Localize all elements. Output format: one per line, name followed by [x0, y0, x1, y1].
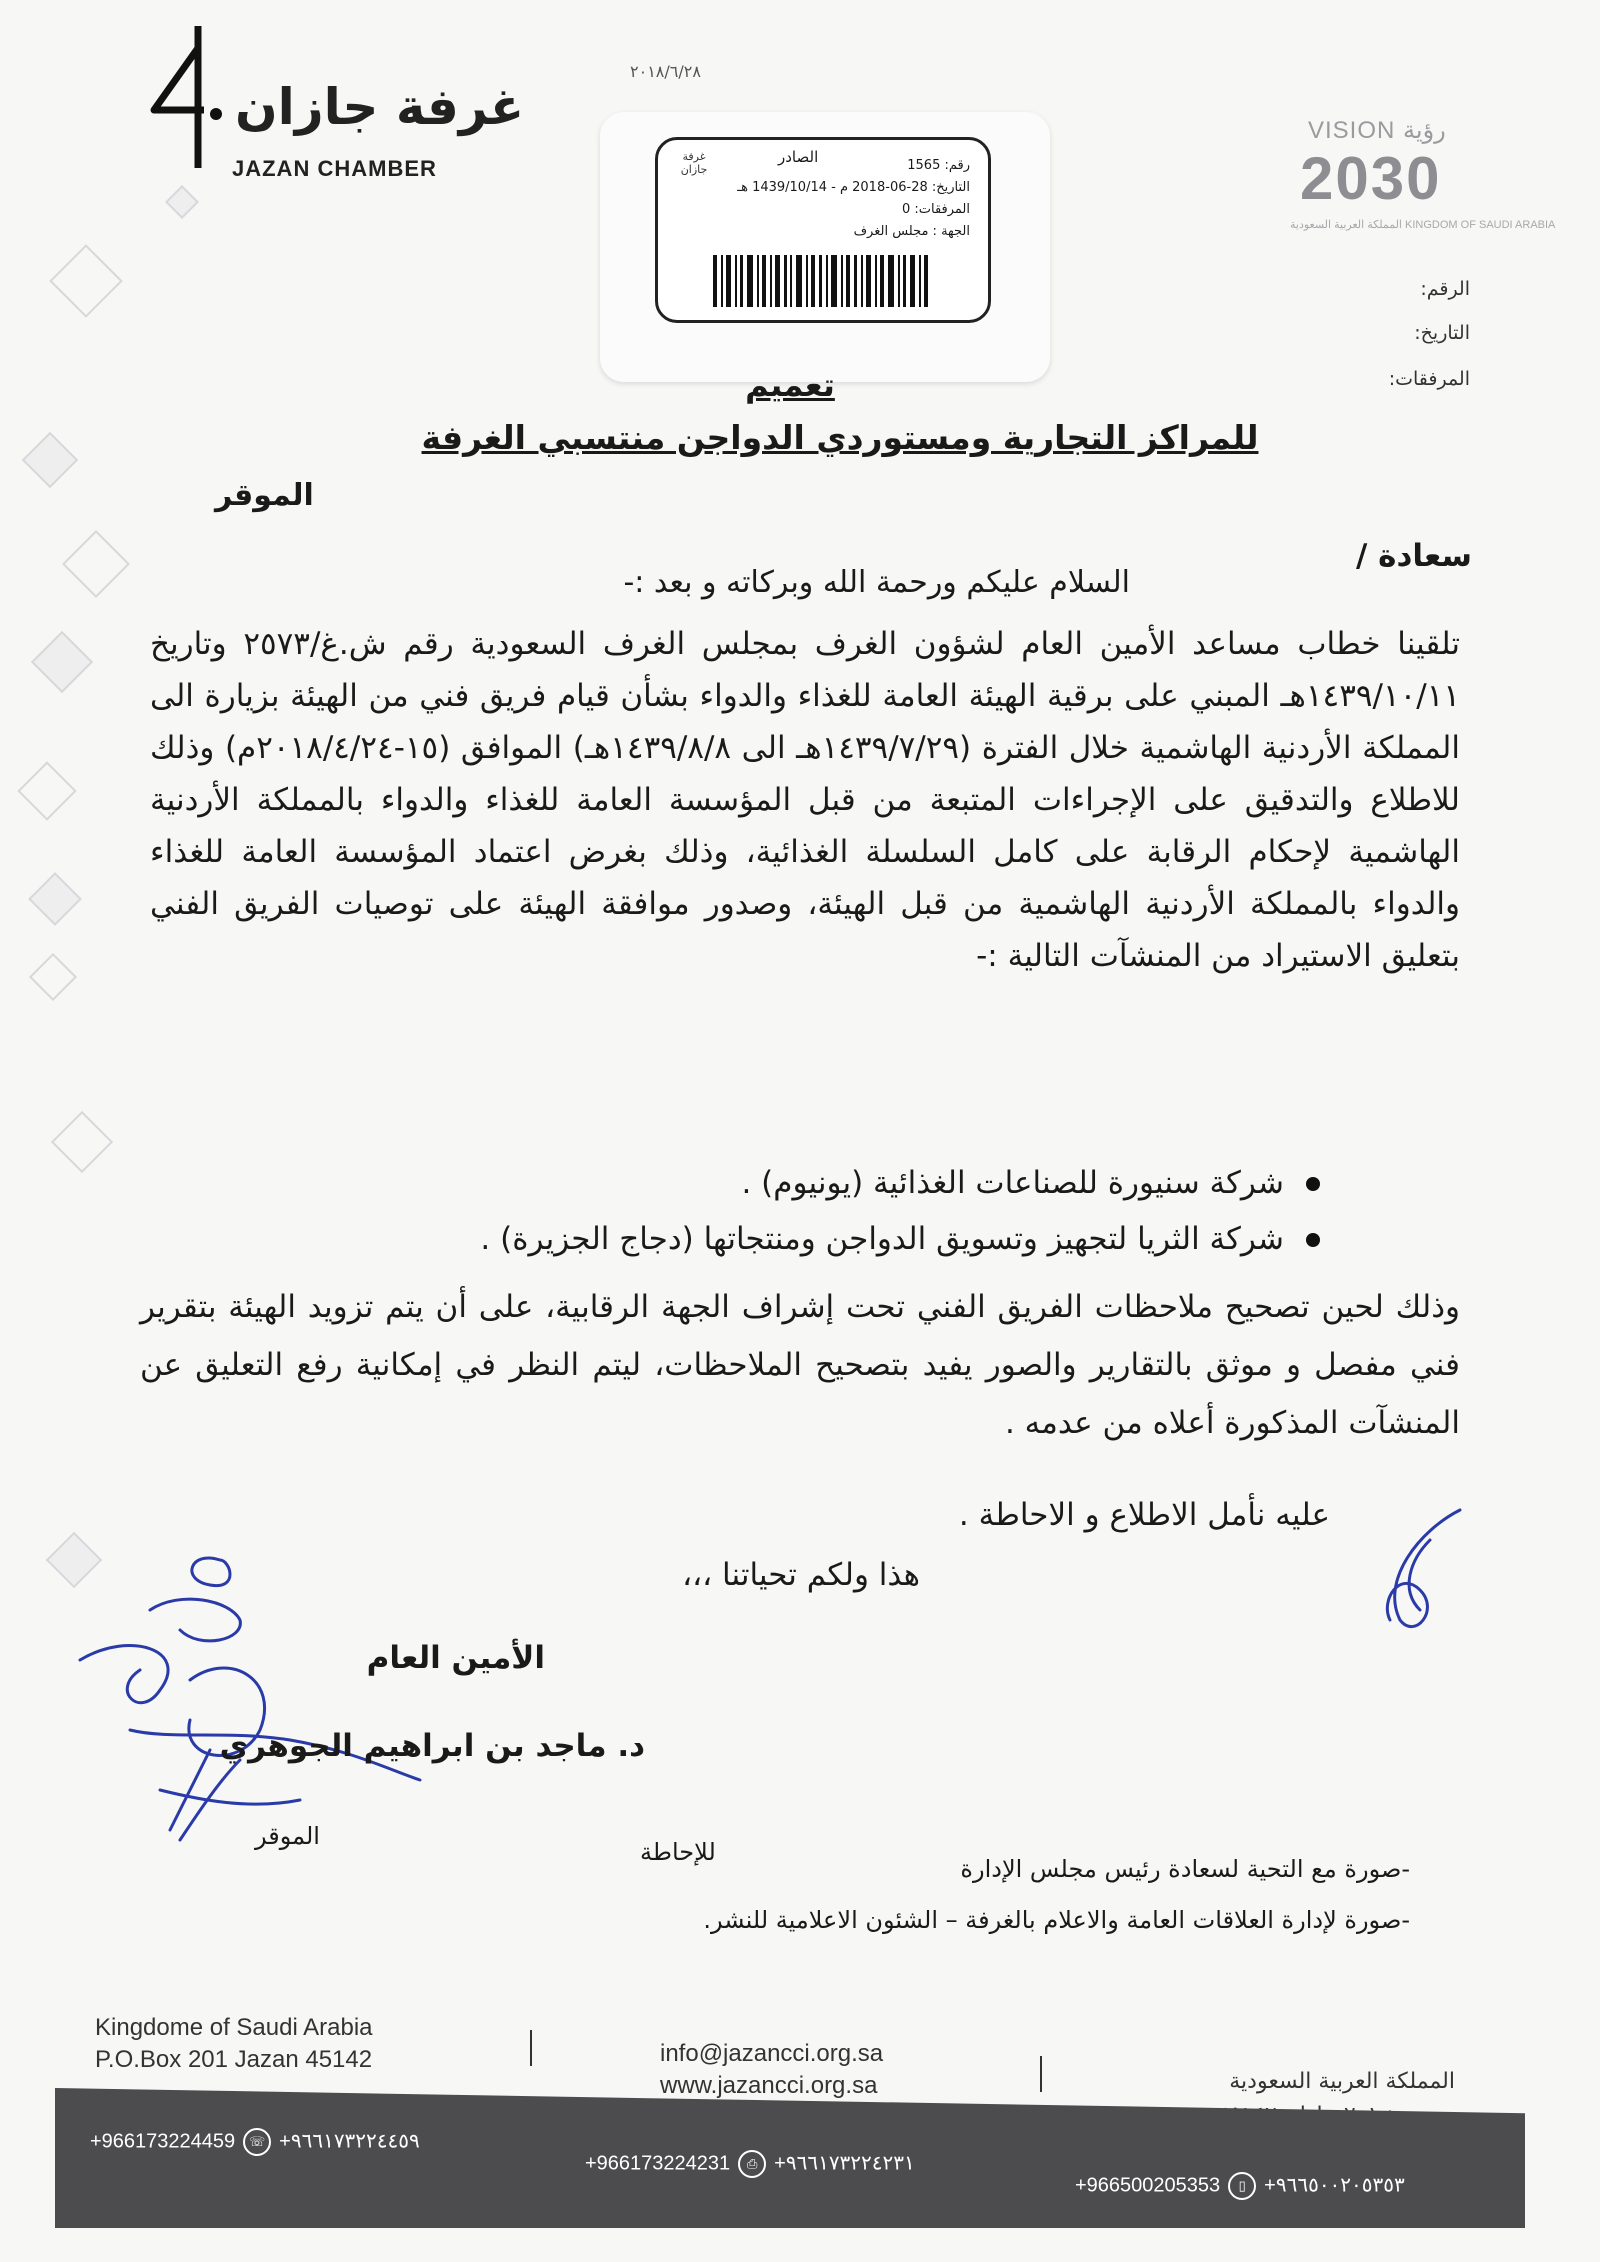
decorative-diamond	[165, 185, 199, 219]
greeting: السلام عليكم ورحمة الله وبركاته و بعد :-	[623, 565, 1130, 600]
footer-website[interactable]: www.jazancci.org.sa	[660, 2072, 878, 2099]
salutation: سعادة /	[1356, 538, 1472, 574]
telephone-icon: ☏	[243, 2128, 271, 2156]
date-label: التاريخ:	[1414, 322, 1470, 344]
vision-label: VISION رؤية	[1308, 117, 1446, 144]
phone-1	[90, 2128, 420, 2156]
outgoing-stamp-label	[655, 137, 991, 323]
footer-pobox-en: P.O.Box 201 Jazan 45142	[95, 2046, 373, 2073]
vision-2030-logo	[1290, 108, 1556, 248]
body-paragraph-2: وذلك لحين تصحيح ملاحظات الفريق الفني تحت إشراف الجهة الرقابية، على أن يتم تزويد الهيئة بتقرير فني مفصل و موثق بالتقارير والصور يفيد بتصحيح الملاحظات، ليتم النظر في إمكانية رفع التعليق عن المنشآت المذكورة أعلاه من عدمه .	[140, 1289, 1460, 1441]
list-item: شركة الثريا لتجهيز وتسويق الدواجن ومنتجاتها (دجاج الجزيرة) .	[480, 1211, 1320, 1267]
decorative-diamond	[28, 872, 82, 926]
decorative-diamond	[29, 953, 77, 1001]
circular-subtitle: للمراكز التجارية ومستوردي الدواجن منتسبي الغرفة	[421, 418, 1259, 457]
cc-line-2: -صورة لإدارة العلاقات العامة والاعلام بالغرفة – الشئون الاعلامية للنشر.	[703, 1906, 1410, 1934]
stamp-title: الصادر	[778, 148, 819, 166]
footer-country-ar: المملكة العربية السعودية	[1229, 2069, 1455, 2094]
phone-3-en: +966500205353	[1075, 2174, 1221, 2197]
stamp-number: رقم: 1565	[907, 158, 970, 173]
reference-number-label: الرقم:	[1420, 278, 1470, 300]
handwritten-signature	[70, 1530, 430, 1860]
closing-request: عليه نأمل الاطلاع و الاحاطة .	[958, 1497, 1330, 1533]
attachments-label: المرفقات:	[1388, 368, 1470, 390]
stamp-attachments: المرفقات: 0	[901, 202, 970, 217]
phone-2-en: +966173224231	[585, 2152, 731, 2175]
signer-respected: الموقر	[255, 1822, 320, 1850]
decorative-diamond	[17, 761, 76, 820]
decorative-diamond	[62, 530, 130, 598]
outgoing-stamp-sticker	[600, 112, 1050, 382]
barcode-icon	[713, 255, 933, 307]
footer-divider	[530, 2030, 532, 2066]
body-paragraph-1: تلقينا خطاب مساعد الأمين العام لشؤون الغرف بمجلس الغرف السعودية رقم ش.غ/٢٥٧٣ وتاريخ ١٤٣٩/١٠/١١هـ المبني على برقية الهيئة العامة للغذاء والدواء بشأن قيام فريق فني من الهيئة بزيارة الى المملكة الأردنية الهاشمية خلال الفترة (١٤٣٩/٧/٢٩هـ الى ١٤٣٩/٨/٨هـ) الموافق (١٥-٢٠١٨/٤/٢٤م) وذلك للاطلاع والتدقيق على الإجراءات المتبعة من قبل المؤسسة العامة للغذاء والدواء بالمملكة الأردنية الهاشمية لإحكام الرقابة على كامل السلسلة الغذائية، وذلك بغرض اعتماد المؤسسة العامة للغذاء والدواء بالمملكة الأردنية الهاشمية من قبل الهيئة، وصدور موافقة الهيئة على توصيات الفريق الفني بتعليق الاستيراد من المنشآت التالية :-	[150, 626, 1460, 974]
list-item: شركة سنيورة للصناعات الغذائية (يونيوم) .	[480, 1155, 1320, 1211]
cc-line-1: -صورة مع التحية لسعادة رئيس مجلس الإدارة	[960, 1855, 1410, 1883]
footer-address-en	[95, 2012, 373, 2076]
decorative-diamond	[31, 631, 93, 693]
signer-title: الأمين العام	[366, 1640, 545, 1676]
handwritten-date: ٢٠١٨/٦/٢٨	[630, 62, 701, 81]
circular-title: تعميم	[745, 366, 835, 404]
barcode	[713, 255, 933, 307]
suspended-companies-list	[480, 1155, 1320, 1267]
signer-name: د. ماجد بن ابراهيم الجوهري	[219, 1728, 645, 1764]
decorative-diamond	[49, 244, 123, 318]
stamp-party: الجهة : مجلس الغرف	[853, 224, 970, 239]
footer-country-en: Kingdome of Saudi Arabia	[95, 2014, 373, 2041]
vision-year: 2030	[1300, 145, 1442, 212]
stamp-logo: غرفة جازان	[680, 150, 708, 176]
cc-note: للإحاطة	[640, 1838, 716, 1866]
footer-email[interactable]: info@jazancci.org.sa	[660, 2040, 884, 2067]
handwritten-initial	[1360, 1500, 1480, 1640]
phone-1-ar: +٩٦٦١٧٣٢٢٤٤٥٩	[279, 2130, 420, 2153]
vision-subtitle: المملكة العربية السعودية KINGDOM OF SAUDI ARABIA	[1290, 219, 1556, 231]
stamp-date: التاريخ: 28-06-2018 م - 1439/10/14 هـ	[737, 180, 970, 195]
phone-3	[1075, 2172, 1405, 2200]
fax-icon: ⎙	[738, 2150, 766, 2178]
respected-label: الموقر	[215, 478, 314, 513]
logo-arabic-text: غرفة جازان	[235, 78, 525, 136]
mobile-phone-icon: ▯	[1228, 2172, 1256, 2200]
phone-1-en: +966173224459	[90, 2130, 236, 2153]
closing-regards: هذا ولكم تحياتنا ،،،	[682, 1557, 920, 1593]
phone-2	[585, 2150, 915, 2178]
decorative-diamond	[51, 1111, 113, 1173]
phone-3-ar: +٩٦٦٥٠٠٢٠٥٣٥٣	[1264, 2174, 1405, 2197]
footer-divider	[1040, 2056, 1042, 2092]
logo-english-text: JAZAN CHAMBER	[232, 156, 437, 181]
chamber-emblem-icon	[140, 18, 230, 168]
phone-2-ar: +٩٦٦١٧٣٢٢٤٢٣١	[774, 2152, 915, 2175]
footer-contact	[660, 2038, 883, 2102]
jazan-chamber-logo	[140, 18, 525, 188]
